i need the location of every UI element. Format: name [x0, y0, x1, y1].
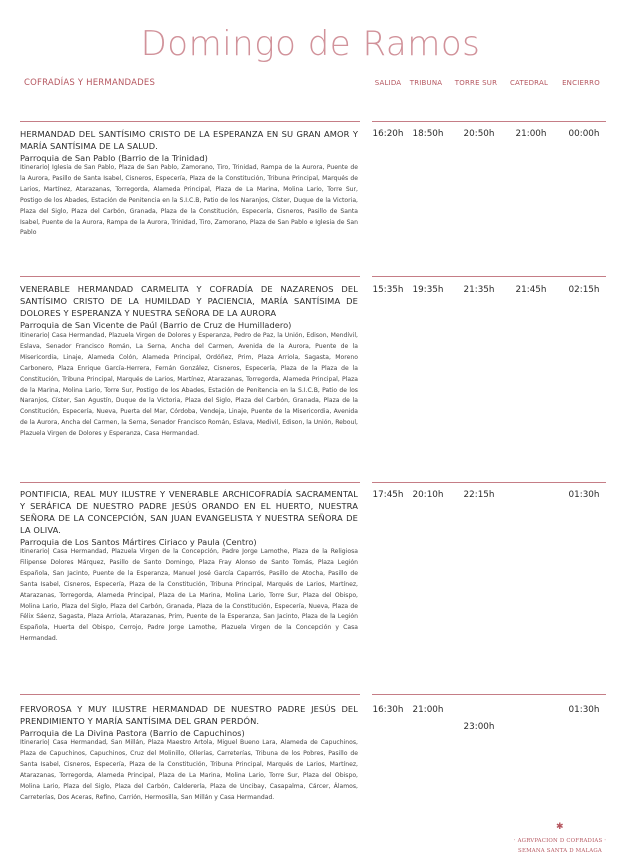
footer-logo-line2: SEMANA SANTA D MALAGA: [518, 848, 602, 854]
parish-name: Parroquia de San Vicente de Paúl (Barrio de Cruz de Humilladero): [20, 320, 292, 330]
column-header-tribuna: TRIBUNA: [409, 79, 443, 87]
time-encierro: 01:30h: [568, 490, 600, 500]
time-tribuna: 20:10h: [412, 490, 444, 500]
hermandad-title: VENERABLE HERMANDAD CARMELITA Y COFRADÍA DE NAZARENOS DEL SANTÍSIMO CRISTO DE LA HUMILDAD Y PACIENCIA, MARÍA SANTÍSIMA DE DOLORES Y ESPERANZA Y NUESTRA SEÑORA DE LA AURORA: [20, 284, 358, 318]
entry-divider: [20, 121, 360, 122]
time-encierro: 02:15h: [568, 285, 600, 295]
time-encierro: 01:30h: [568, 705, 600, 715]
hermandad-title: PONTIFICIA, REAL MUY ILUSTRE Y VENERABLE ARCHICOFRADÍA SACRAMENTAL Y SERÁFICA DE NUESTRO PADRE JESÚS ORANDO EN EL HUERTO, NUESTRA SEÑORA DE LA CONCEPCIÓN, SAN JUAN EVANGELISTA Y NUESTRA SEÑORA DE LA OLIVA.: [20, 489, 358, 535]
entry-divider: [372, 121, 606, 122]
parish-name: Parroquia de Los Santos Mártires Ciriaco y Paula (Centro): [20, 537, 257, 547]
footer-logo-line1: · AGRVPACION D COFRADIAS ·: [513, 838, 607, 844]
column-header-salida: SALIDA: [374, 79, 402, 87]
time-torre-sur: 20:50h: [463, 129, 495, 139]
cross-icon: ✱: [556, 822, 564, 832]
column-header-encierro: ENCIERRO: [562, 79, 600, 87]
time-tribuna: 18:50h: [412, 129, 444, 139]
hermandad-title: HERMANDAD DEL SANTÍSIMO CRISTO DE LA ESPERANZA EN SU GRAN AMOR Y MARÍA SANTÍSIMA DE LA SALUD.: [20, 129, 358, 151]
time-salida: 17:45h: [372, 490, 404, 500]
entry-divider: [20, 694, 360, 695]
page-title: Domingo de Ramos: [140, 24, 481, 64]
time-encierro: 00:00h: [568, 129, 600, 139]
section-header: COFRADÍAS Y HERMANDADES: [24, 78, 156, 88]
time-salida: 16:30h: [372, 705, 404, 715]
itinerary-text: Itinerario| Iglesia de San Pablo, Plaza de San Pablo, Zamorano, Tiro, Trinidad, Rampa de la Aurora, Puente de la Aurora, Pasillo de Santa Isabel, Cisneros, Especería, Plaza de la Constitución, Tribuna Principal, Marqués de Larios, Martínez, Atarazanas, Torregorda, Alameda Principal, Plaza de La Marina, Molina Lario, Torre Sur, Postigo de los Abades, Estación de Penitencia en la S.I.C.B, Patio de los Naranjos, Císter, Duque de la Victoria, Plaza del Siglo, Plaza del Carbón, Granada, Plaza de la Constitución, Especería, Cisneros, Pasillo de Santa Isabel, Puente de la Aurora, Rampa de la Aurora, Trinidad, Tiro, Zamorano, Plaza de San Pablo e Iglesia de San Pablo: [20, 164, 358, 237]
time-tribuna: 21:00h: [412, 705, 444, 715]
entry-divider: [372, 694, 606, 695]
time-torre-sur: 21:35h: [463, 285, 495, 295]
entry-divider: [372, 276, 606, 277]
time-catedral: 21:00h: [515, 129, 547, 139]
parish-name: Parroquia de La Divina Pastora (Barrio de Capuchinos): [20, 728, 245, 738]
time-salida: 16:20h: [372, 129, 404, 139]
entry-divider: [20, 482, 360, 483]
time-catedral: 21:45h: [515, 285, 547, 295]
entry-divider: [372, 482, 606, 483]
hermandad-title: FERVOROSA Y MUY ILUSTRE HERMANDAD DE NUESTRO PADRE JESÚS DEL PRENDIMIENTO Y MARÍA SANTÍSIMA DEL GRAN PERDÓN.: [20, 704, 358, 726]
itinerary-text: Itinerario| Casa Hermandad, Plazuela Virgen de la Concepción, Padre Jorge Lamothe, Plaza de la Religiosa Filipense Dolores Márquez, Pasillo de Santo Domingo, Plaza Fray Alonso de Santo Tomás, Plaza Legión Española, San Jacinto, Puente de la Esperanza, Manuel José García Caparrós, Pasillo de Atocha, Pasillo de Santa Isabel, Cisneros, Especería, Plaza de la Constitución, Tribuna Principal, Marqués de Larios, Martínez, Atarazanas, Torregorda, Alameda Principal, Plaza de La Marina, Molina Lario, Torre Sur, Plaza del Obispo, Molina Lario, Plaza del Siglo, Plaza del Carbón, Granada, Plaza de la Constitución, Especería, Nueva, Plaza de Félix Sáenz, Sagasta, Plaza Arriola, Atarazanas, Prim, Puente de la Esperanza, San Jacinto, Plaza de la Legión Española, Huerta del Obispo, Cerrojo, Padre Jorge Lamothe, Plazuela Virgen de la Concepción y Casa Hermandad.: [20, 548, 358, 643]
itinerary-text: Itinerario| Casa Hermandad, San Millán, Plaza Maestro Artola, Miguel Bueno Lara, Alameda de Capuchinos, Plaza de Capuchinos, Capuchinos, Cruz del Molinillo, Ollerías, Carreterías, Tribuna de los Pobres, Pasillo de Santa Isabel, Cisneros, Especería, Plaza de la Constitución, Tribuna Principal, Marqués de Larios, Martínez, Atarazanas, Torregorda, Alameda Principal, Plaza de La Marina, Molina Lario, Torre Sur, Plaza del Obispo, Molina Lario, Plaza del Siglo, Plaza del Carbón, Calderería, Plaza de Uncibay, Casapalma, Cárcer, Álamos, Carreterías, Dos Aceras, Refino, Carrión, Hermosilla, San Millán y Casa Hermandad.: [20, 739, 358, 801]
parish-name: Parroquia de San Pablo (Barrio de la Trinidad): [20, 153, 208, 163]
column-header-catedral: CATEDRAL: [509, 79, 549, 87]
time-tribuna: 19:35h: [412, 285, 444, 295]
column-header-torre-sur: TORRE SUR: [454, 79, 498, 87]
time-torre-sur: 22:15h: [463, 490, 495, 500]
time-torre-sur: 23:00h: [463, 722, 495, 732]
itinerary-text: Itinerario| Casa Hermandad, Plazuela Virgen de Dolores y Esperanza, Pedro de Paz, la Unión, Edison, Mendívil, Eslava, Senador Francisco Román, La Serna, Ancha del Carmen, Avenida de la Aurora, Puente de la Misericordia, Linaje, Alameda Colón, Alameda Principal, Ordóñez, Prim, Plaza Arriola, Sagasta, Moreno Carbonero, Plaza Enrique García-Herrera, Fernán González, Cisneros, Especería, Plaza de la Plaza de la Constitución, Tribuna Principal, Marqués de Larios, Martínez, Atarazanas, Torregorda, Alameda Principal, Plaza de la Marina, Molina Lario, Torre Sur, Postigo de los Abades, Estación de Penitencia en la S.I.C.B, Patio de los Naranjos, Císter, San Agustín, Duque de la Victoria, Plaza del Siglo, Plaza del Carbón, Granada, Plaza de la Constitución, Especería, Nueva, Puerta del Mar, Córdoba, Vendeja, Linaje, Puente de la Misericordia, Avenida de la Aurora, Ancha del Carmen, la Serna, Senador Francisco Román, Eslava, Medivil, Edison, la Unión, Reboul, Plazuela Virgen de Dolores y Esperanza, Casa Hermandad.: [20, 332, 358, 438]
entry-divider: [20, 276, 360, 277]
time-salida: 15:35h: [372, 285, 404, 295]
